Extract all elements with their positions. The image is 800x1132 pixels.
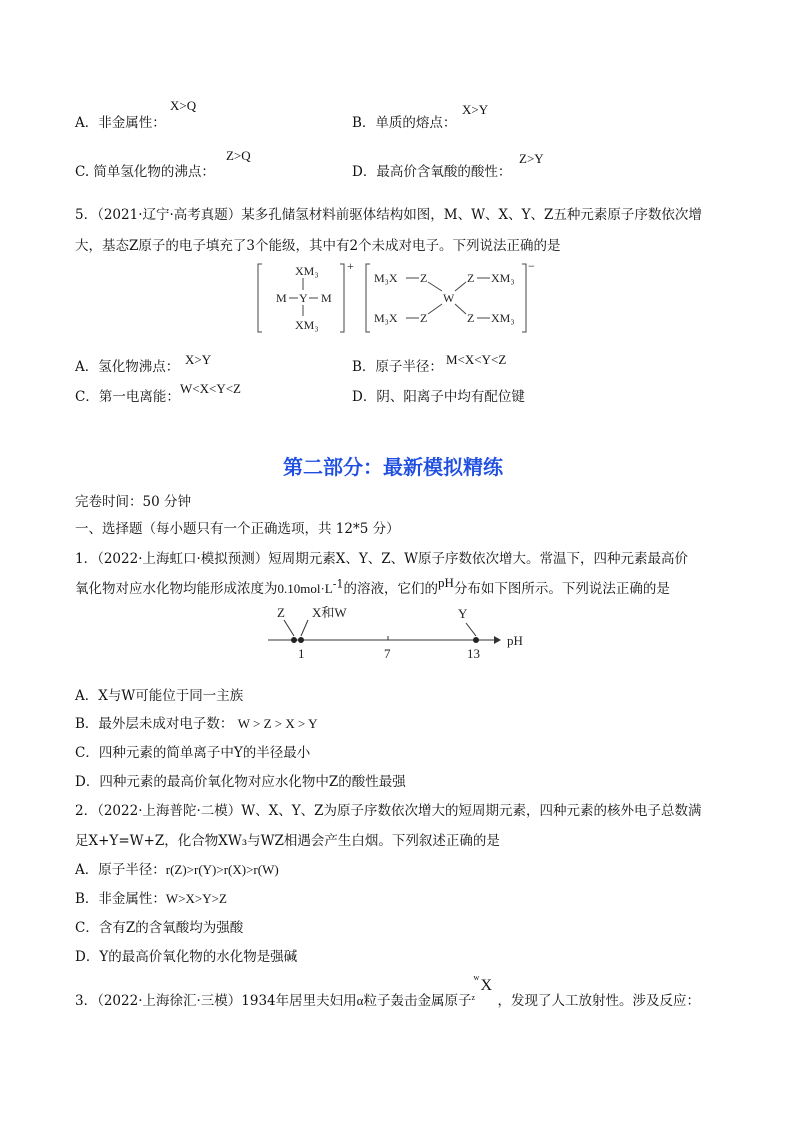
prev-option-b (352, 111, 456, 131)
q1-option-a: A．X与W可能位于同一主族 (75, 688, 244, 704)
q1-line2-a: 氧化物对应水化物均能形成浓度为 (75, 581, 278, 597)
time-line: 完卷时间：50 分钟 (75, 494, 191, 510)
q2-stem-line2: 足X+Y=W+Z，化合物XW₃与WZ相遇会产生白烟。下列叙述正确的是 (75, 833, 500, 849)
label-z: Z (277, 605, 285, 620)
nuclide-symbol: w z X (471, 973, 493, 1002)
cation-bottom-group: XM₃ (295, 318, 319, 332)
option-formula: W>X>Y>Z (165, 891, 227, 906)
option-label: C. 简单氢化物的沸点： (75, 164, 215, 180)
tick-1: 1 (298, 646, 305, 661)
q1-option-d: D．四种元素的最高价氧化物对应水化物中Z的酸性最强 (75, 774, 406, 790)
q2-option-d: D．Y的最高价氧化物的水化物是强碱 (75, 949, 298, 965)
prev-option-c-formula: Z>Q (226, 148, 251, 163)
cation-left-atom: M (276, 291, 287, 305)
q2-option-b (75, 887, 227, 907)
option-formula: W > Z > X > Y (237, 716, 318, 731)
option-label: A．原子半径： (75, 862, 166, 878)
q3-line1-b: 粒子轰击金属原子 (363, 993, 472, 1009)
anion-charge: − (528, 259, 535, 273)
tick-13: 13 (467, 646, 480, 661)
tick-7: 7 (384, 646, 391, 661)
option-label: B．单质的熔点： (352, 115, 457, 131)
q5-option-b-formula: M<X<Y<Z (446, 352, 507, 367)
q5-option-c-formula: W<X<Y<Z (180, 381, 241, 396)
alpha-symbol: α (356, 993, 364, 1008)
ph-point-z (291, 637, 297, 643)
prev-option-d-formula: Z>Y (519, 151, 544, 166)
q5-option-d: D．阴、阳离子中均有配位键 (352, 389, 525, 405)
option-formula: r(Z)>r(Y)>r(X)>r(W) (165, 862, 279, 877)
cation-right-atom: M (321, 291, 332, 305)
anion-tr-group: XM₃ (491, 271, 515, 285)
anion-z3: Z (420, 311, 428, 325)
label-xw: X和W (312, 605, 347, 620)
q5-stem-line1: 5．（2021·辽宁·高考真题）某多孔储氢材料前驱体结构如图，M、W、X、Y、Z五种元素原子序数依次增 (75, 207, 702, 223)
anion-z2: Z (467, 271, 475, 285)
q2-option-c: C．含有Z的含氧酸均为强酸 (75, 920, 244, 936)
prev-option-a (75, 111, 166, 131)
q3-line1-c: ，发现了人工放射性。涉及反应： (497, 993, 700, 1009)
label-y: Y (458, 606, 468, 621)
q1-stem-line2 (75, 577, 670, 597)
concentration-exp: -1 (332, 577, 344, 591)
prev-option-b-formula: X>Y (462, 102, 489, 117)
q1-line2-b: 的溶液，它们的 (343, 581, 438, 597)
option-label: D．最高价含氧酸的酸性： (352, 164, 512, 180)
q5-structure-diagram (256, 258, 556, 338)
anion-z4: Z (467, 311, 475, 325)
q3-stem-line1 (75, 973, 700, 1009)
q2-option-a (75, 858, 279, 878)
ph-point-xw (298, 637, 304, 643)
q5-option-b: B．原子半径： (352, 359, 443, 375)
anion-bl-group: M₃X (374, 311, 398, 325)
cation-top-group: XM₃ (295, 264, 319, 278)
q1-option-c: C．四种元素的简单离子中Y的半径最小 (75, 745, 311, 761)
prev-option-d (352, 160, 511, 180)
ph-point-y (473, 637, 479, 643)
ph-symbol: pH (437, 575, 454, 590)
option-label: A．非金属性： (75, 115, 166, 131)
anion-center-atom: W (443, 291, 455, 305)
ph-axis-diagram (268, 603, 548, 663)
q5-option-a: A．氢化物沸点： (75, 359, 180, 375)
anion-z1: Z (420, 271, 428, 285)
axis-label-ph: pH (507, 633, 523, 648)
q3-line1-a: 3．（2022·上海徐汇·三模）1934年居里夫妇用 (75, 993, 357, 1009)
q1-line2-c: 分布如下图所示。下列说法正确的是 (453, 581, 670, 597)
q1-stem-line1: 1．（2022·上海虹口·模拟预测）短周期元素X、Y、Z、W原子序数依次增大。常温下，四种元素最高价 (75, 551, 689, 567)
section-line: 一、选择题（每小题只有一个正确选项，共 12*5 分） (75, 521, 400, 537)
q5-stem-line2: 大，基态Z原子的电子填充了3个能级，其中有2个未成对电子。下列说法正确的是 (75, 238, 561, 254)
option-label: B．最外层未成对电子数： (75, 716, 234, 732)
q5-option-a-formula: X>Y (185, 352, 212, 367)
anion-tl-group: M₃X (374, 271, 398, 285)
cation-charge: + (347, 259, 354, 273)
prev-option-c (75, 160, 215, 180)
cation-center-atom: Y (299, 291, 308, 305)
option-label: B．非金属性： (75, 891, 166, 907)
q2-stem-line1: 2．（2022·上海普陀·二模）W、X、Y、Z为原子序数依次增大的短周期元素，四种元素的核外电子总数满 (75, 803, 702, 819)
q1-option-b (75, 712, 317, 732)
anion-br-group: XM₃ (491, 311, 515, 325)
part2-title: 第二部分：最新模拟精练 (283, 455, 503, 479)
prev-option-a-formula: X>Q (170, 98, 197, 113)
q5-option-c: C．第一电离能： (75, 389, 180, 405)
concentration: 0.10mol·L (277, 581, 333, 596)
